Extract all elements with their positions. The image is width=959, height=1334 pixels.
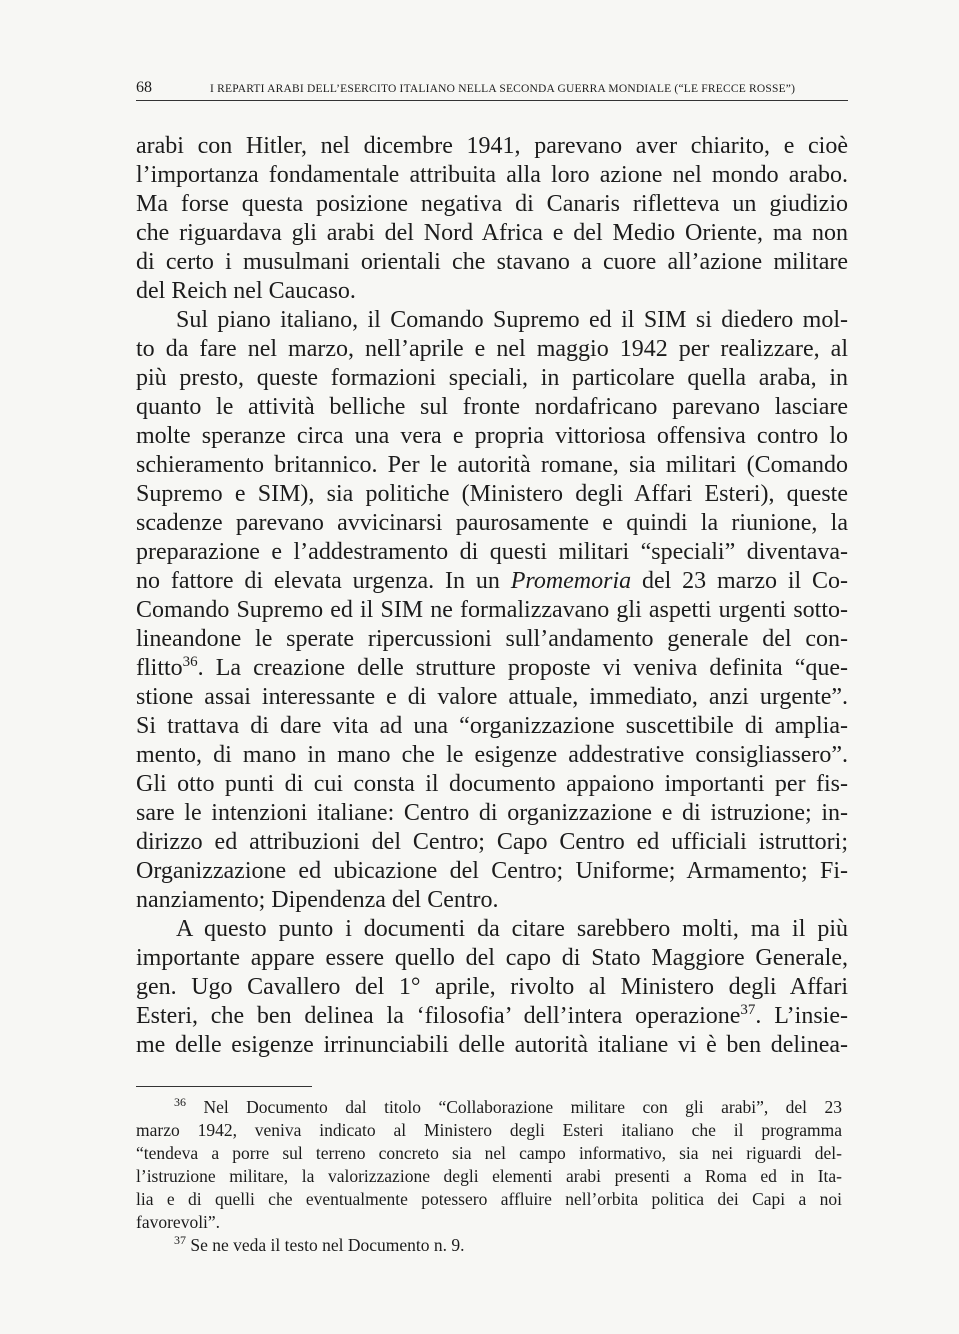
text-line: gen. Ugo Cavallero del 1° aprile, rivolto al Ministero degli Affari <box>136 974 848 1000</box>
running-title: I REPARTI ARABI DELL’ESERCITO ITALIANO NELLA SECONDA GUERRA MONDIALE (“LE FRECCE ROSSE”) <box>210 83 796 95</box>
text-line: l’importanza fondamentale attribuita alla loro azione nel mondo arabo. <box>136 162 848 188</box>
footnotes <box>136 1096 842 1257</box>
footnote-text: Se ne veda il testo nel Documento n. 9. <box>186 1235 465 1255</box>
text-segment: flitto <box>136 655 183 681</box>
footnote-number: 37 <box>174 1233 186 1247</box>
text-line: molte speranze circa una vera e propria vittoriosa offensiva contro lo <box>136 423 848 449</box>
text-line: Supremo e SIM), sia politiche (Ministero degli Affari Esteri), queste <box>136 481 848 507</box>
text-line: Organizzazione ed ubicazione del Centro; Uniforme; Armamento; Fi- <box>136 858 848 884</box>
text-line: to da fare nel marzo, nell’aprile e nel maggio 1942 per realizzare, al <box>136 336 848 362</box>
text-line: di certo i musulmani orientali che stavano a cuore all’azione militare <box>136 249 848 275</box>
running-header <box>136 78 848 101</box>
footnote-reference[interactable]: 37 <box>740 1002 756 1018</box>
text-line: preparazione e l’addestramento di questi militari “speciali” diventava- <box>136 539 848 565</box>
text-line: più presto, queste formazioni speciali, in particolare quella araba, in <box>136 365 848 391</box>
text-line: Sul piano italiano, il Comando Supremo ed il SIM si diedero mol- <box>176 307 848 333</box>
text-line <box>136 567 848 596</box>
text-line <box>136 654 848 683</box>
text-segment: . La creazione delle strutture proposte vi veniva definita “que- <box>197 655 848 681</box>
page-number: 68 <box>136 79 152 96</box>
text-line: nanziamento; Dipendenza del Centro. <box>136 887 499 913</box>
text-line: Gli otto punti di cui consta il documento appaiono importanti per fis- <box>136 771 848 797</box>
text-line: mento, di mano in mano che le esigenze addestrative consigliassero”. <box>136 742 848 768</box>
footnote-text: Nel Documento dal titolo “Collaborazione militare con gli arabi”, del 23 <box>186 1097 842 1117</box>
text-line: lineandone le sperate ripercussioni sull’andamento generale del con- <box>136 626 848 652</box>
text-segment: del 23 marzo il Co- <box>631 568 849 594</box>
text-segment: . L’insie- <box>755 1003 848 1029</box>
footnote-line: favorevoli”. <box>136 1212 221 1232</box>
footnote-line: lia e di quelli che eventualmente potessero affluire nell’orbita politica dei Capi a noi <box>136 1189 842 1209</box>
footnote-line: marzo 1942, veniva indicato al Ministero degli Esteri italiano che il programma <box>136 1120 842 1140</box>
text-line: scadenze parevano avvicinarsi paurosamente e quindi la riunione, la <box>136 510 848 536</box>
text-line: importante appare essere quello del capo di Stato Maggiore Generale, <box>136 945 848 971</box>
text-line: sare le intenzioni italiane: Centro di organizzazione e di istruzione; in- <box>136 800 848 826</box>
text-line: quanto le attività belliche sul fronte nordafricano parevano lasciare <box>136 394 848 420</box>
text-line: Comando Supremo ed il SIM ne formalizzavano gli aspetti urgenti sotto- <box>136 597 848 623</box>
footnote-line <box>136 1096 842 1119</box>
text-line: stione assai interessante e di valore attuale, immediato, anzi urgente”. <box>136 684 848 710</box>
footnote-divider <box>136 1086 312 1087</box>
text-line: Si trattava di dare vita ad una “organizzazione suscettibile di amplia- <box>136 713 848 739</box>
italic-title: Promemoria <box>510 568 632 594</box>
text-line: Ma forse questa posizione negativa di Canaris rifletteva un giudizio <box>136 191 848 217</box>
footnote-line <box>136 1234 842 1257</box>
main-text <box>136 132 848 1060</box>
text-line: del Reich nel Caucaso. <box>136 278 356 304</box>
footnote-reference[interactable]: 36 <box>182 654 198 670</box>
footnote-line: l’istruzione militare, la valorizzazione degli elementi arabi presenti a Roma ed in Ita- <box>136 1166 842 1186</box>
text-line <box>136 1002 848 1031</box>
text-line: arabi con Hitler, nel dicembre 1941, parevano aver chiarito, e cioè <box>136 133 848 159</box>
text-line: schieramento britannico. Per le autorità romane, sia militari (Comando <box>136 452 848 478</box>
text-line: che riguardava gli arabi del Nord Africa e del Medio Oriente, ma non <box>136 220 848 246</box>
text-segment: no fattore di elevata urgenza. In un <box>136 568 511 594</box>
text-line: me delle esigenze irrinunciabili delle autorità italiane vi è ben delinea- <box>136 1032 848 1058</box>
text-line: dirizzo ed attribuzioni del Centro; Capo Centro ed ufficiali istruttori; <box>136 829 848 855</box>
footnote-number: 36 <box>174 1095 186 1109</box>
footnote-line: “tendeva a porre sul terreno concreto sia nel campo informativo, sia nei riguardi del- <box>136 1143 842 1163</box>
text-segment: Esteri, che ben delinea la ‘filosofia’ dell’intera operazione <box>136 1003 741 1029</box>
text-line: A questo punto i documenti da citare sarebbero molti, ma il più <box>176 916 848 942</box>
